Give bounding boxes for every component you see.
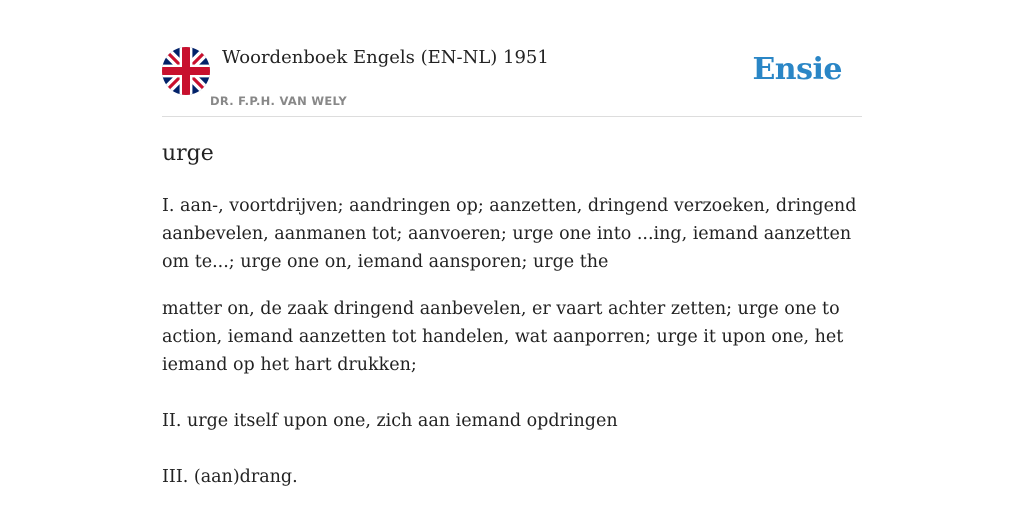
dictionary-title[interactable]: Woordenboek Engels (EN-NL) 1951 bbox=[222, 47, 549, 68]
definition-paragraph: III. (aan)drang. bbox=[162, 467, 298, 487]
uk-flag-icon bbox=[162, 47, 210, 95]
entry-headword: urge bbox=[162, 141, 214, 166]
ensie-logo[interactable]: Ensie bbox=[752, 52, 842, 87]
definition-paragraph: II. urge itself upon one, zich aan iemand opdringen bbox=[162, 411, 618, 431]
dictionary-header bbox=[162, 46, 862, 117]
definition-paragraph: matter on, de zaak dringend aanbevelen, er vaart achter zetten; urge one to action, iemand aanzetten tot handelen, wat aanporren; urge it upon one, het iemand op het hart drukken; bbox=[162, 299, 844, 375]
entry-content bbox=[162, 138, 862, 491]
definition-paragraph: I. aan-, voortdrijven; aandringen op; aanzetten, dringend verzoeken, dringend aanbevelen, aanmanen tot; aanvoeren; urge one into ...ing, iemand aanzetten om te...; urge one on, iemand aansporen; urge the bbox=[162, 196, 857, 272]
dictionary-author: DR. F.P.H. VAN WELY bbox=[210, 94, 347, 108]
